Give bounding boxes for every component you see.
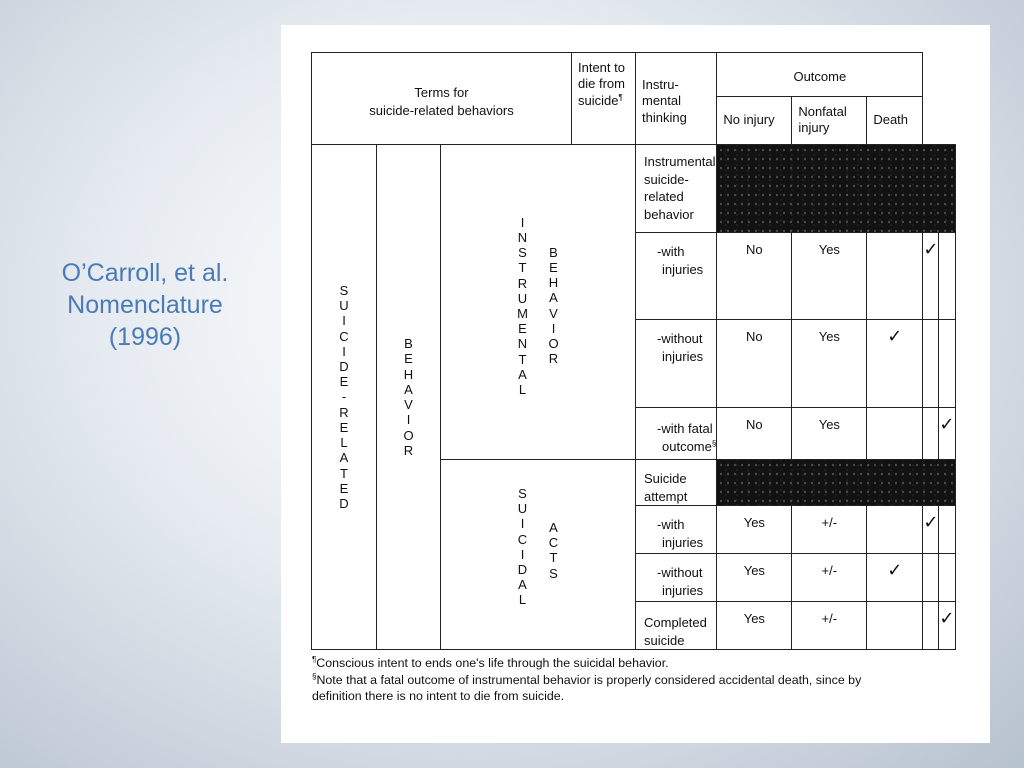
footnote-2	[312, 672, 972, 689]
acts-vertical-letter: S	[549, 565, 558, 581]
instrumental-vertical-letter: R	[517, 275, 528, 291]
suicide-related-vertical-letter: C	[339, 328, 349, 344]
row-instrumental-heading	[636, 145, 717, 233]
instrumental-vertical-letter: I	[520, 214, 525, 230]
row-instrumental-with-injuries	[636, 233, 717, 320]
slide-title-line-3: (1996)	[108, 322, 182, 351]
behavior-inner-vertical-letter: A	[549, 290, 558, 306]
header-intent	[572, 53, 636, 145]
fatal-line-2	[657, 438, 716, 456]
header-thinking-line-1: Instru-	[642, 77, 679, 92]
attempt-without-line-2: injuries	[662, 583, 704, 599]
suicide-related-vertical-letter: E	[339, 374, 349, 390]
suicide-related-vertical-letter: A	[339, 450, 349, 466]
suicide-related-vertical-letter: I	[342, 313, 346, 329]
header-intent-line-1: Intent to	[578, 60, 625, 75]
header-thinking-line-3: thinking	[642, 109, 687, 125]
behavior-inner-vertical-letter: H	[548, 275, 559, 291]
instrumental-heading-line-3: behavior	[644, 206, 694, 222]
row-attempt-with-injuries	[636, 506, 717, 554]
footnote-1	[312, 655, 972, 672]
behavior-outer-vertical-letter: E	[404, 351, 413, 367]
footnote-2-text-line-1: Note that a fatal outcome of instrumental behavior is properly considered accidental death, since by	[316, 672, 862, 687]
footnotes	[312, 655, 972, 705]
suicide-related-vertical-letter: E	[339, 480, 349, 496]
behavior-outer-vertical-letter: H	[403, 366, 414, 382]
behavior-outer-vertical-letter: I	[406, 412, 411, 428]
header-nonfatal-injury	[792, 97, 867, 145]
suicide-related-vertical-letter: I	[342, 343, 346, 359]
suicidal-vertical-letter: C	[517, 531, 528, 547]
instrumental-vertical-letter: T	[518, 260, 527, 276]
cell-thinking: +/-	[792, 602, 867, 650]
acts-vertical-letter: T	[549, 550, 558, 566]
row-instrumental-fatal	[636, 408, 717, 460]
fatal-line-2-text: outcome	[662, 439, 712, 455]
nomenclature-table	[311, 52, 956, 650]
cell-nonfatal	[923, 320, 939, 408]
header-intent-line-2: die from	[578, 76, 625, 92]
check-icon: ✓	[923, 233, 939, 320]
instrumental-vertical-letter: L	[518, 382, 527, 398]
instrumental-vertical-letter: E	[518, 321, 527, 337]
check-icon: ✓	[867, 554, 923, 602]
slide-title-line-2: Nomenclature	[67, 290, 223, 319]
header-terms-line-2: suicide-related behaviors	[369, 102, 514, 118]
blacked-out-area-instrumental	[717, 145, 955, 233]
instrumental-vertical-letter: U	[517, 290, 528, 306]
cell-intent: No	[717, 408, 792, 460]
behavior-inner-vertical-letter: B	[549, 244, 558, 260]
suicidal-vertical-letter: L	[518, 592, 527, 608]
cell-nonfatal	[923, 408, 939, 460]
footnote-1-text: Conscious intent to ends one's life through the suicidal behavior.	[316, 656, 669, 670]
acts-vertical-letter: A	[549, 520, 558, 535]
behavior-outer-vertical-letter: O	[403, 427, 414, 443]
behavior-inner-vertical	[547, 245, 560, 367]
row-completed-suicide: Completed suicide	[636, 602, 717, 650]
suicide-related-vertical-letter: T	[340, 465, 348, 481]
instrumental-vertical-letter: M	[517, 306, 528, 321]
cell-intent: Yes	[717, 554, 792, 602]
without-injuries-line-2: injuries	[662, 349, 704, 365]
instrumental-vertical-letter: S	[518, 245, 527, 261]
acts-vertical-letter: C	[548, 535, 559, 551]
suicide-related-vertical-letter: E	[339, 419, 349, 435]
behavior-outer-vertical-letter: V	[404, 397, 413, 413]
header-terms	[312, 53, 572, 145]
with-injuries-line-1: -with	[657, 244, 685, 259]
cell-intent: Yes	[717, 602, 792, 650]
row-instrumental-without-injuries	[636, 320, 717, 408]
header-thinking-line-2: mental	[642, 93, 682, 109]
fatal-line-1: -with fatal	[657, 421, 713, 436]
suicidal-vertical	[516, 486, 529, 608]
header-nonfatal-line-2: injury	[798, 120, 830, 136]
label-suicide-related	[312, 145, 377, 650]
cell-no-injury	[867, 408, 923, 460]
label-instrumental-behavior	[441, 145, 636, 460]
cell-no-injury	[867, 233, 923, 320]
instrumental-vertical	[516, 215, 529, 397]
attempt-with-line-2: injuries	[662, 535, 704, 551]
suicide-related-vertical-letter: L	[340, 435, 348, 451]
cell-no-injury	[867, 506, 923, 554]
behavior-inner-vertical-letter: I	[551, 320, 556, 336]
header-nonfatal-line-1: Nonfatal	[798, 104, 847, 119]
row-attempt-without-injuries	[636, 554, 717, 602]
header-intent-line-3	[578, 93, 635, 109]
header-terms-line-1: Terms for	[414, 84, 469, 100]
suicidal-vertical-letter: U	[517, 501, 528, 517]
instrumental-heading-line-1: Instrumental	[644, 154, 716, 169]
instrumental-vertical-letter: A	[518, 366, 527, 382]
blacked-out-area-attempt	[717, 460, 955, 506]
behavior-inner-vertical-letter: E	[549, 259, 558, 275]
acts-vertical	[547, 520, 560, 581]
label-behavior-outer	[377, 145, 441, 650]
header-outcome: Outcome	[717, 53, 923, 97]
with-injuries-line-2: injuries	[662, 262, 704, 278]
cell-death	[939, 554, 955, 602]
suicide-related-vertical-letter: -	[341, 389, 347, 405]
suicide-related-vertical-letter: D	[339, 359, 349, 375]
footnote-2-mark: §	[312, 671, 317, 681]
cell-nonfatal	[923, 602, 939, 650]
footnote-1-mark: ¶	[312, 655, 317, 664]
label-suicidal-acts	[441, 460, 636, 650]
cell-thinking: Yes	[792, 320, 867, 408]
pilcrow-mark: ¶	[618, 92, 623, 102]
cell-thinking: +/-	[792, 506, 867, 554]
suicide-related-vertical-letter: U	[339, 298, 349, 314]
check-icon: ✓	[867, 320, 923, 408]
suicide-related-vertical-letter: D	[339, 495, 349, 511]
check-icon: ✓	[923, 506, 939, 554]
section-mark: §	[711, 439, 717, 449]
header-no-injury: No injury	[717, 97, 792, 145]
check-icon: ✓	[939, 602, 955, 650]
suicidal-vertical-letter: I	[520, 516, 525, 532]
behavior-inner-vertical-letter: V	[549, 305, 558, 321]
suicide-related-vertical-letter: S	[339, 283, 349, 299]
behavior-outer-vertical-letter: B	[404, 336, 413, 352]
behavior-outer-vertical	[402, 336, 415, 458]
behavior-inner-vertical-letter: R	[548, 351, 559, 367]
behavior-outer-vertical-letter: A	[404, 381, 413, 397]
attempt-without-line-1: -without	[657, 565, 703, 581]
suicidal-vertical-letter: A	[518, 577, 527, 593]
cell-death	[939, 506, 955, 554]
cell-intent: Yes	[717, 506, 792, 554]
instrumental-vertical-letter: N	[517, 229, 528, 245]
suicidal-vertical-letter: S	[518, 486, 527, 501]
cell-thinking: Yes	[792, 233, 867, 320]
suicidal-vertical-letter: D	[517, 562, 528, 578]
without-injuries-line-1: -without	[657, 331, 703, 346]
instrumental-vertical-letter: N	[517, 336, 528, 352]
cell-no-injury	[867, 602, 923, 650]
cell-intent: No	[717, 233, 792, 320]
header-instrumental-thinking	[636, 53, 717, 145]
slide-title	[30, 258, 260, 353]
slide-title-line-1: O’Carroll, et al.	[61, 259, 229, 287]
suicide-related-vertical-letter: R	[339, 404, 349, 420]
cell-death	[939, 320, 955, 408]
header-death: Death	[867, 97, 923, 145]
instrumental-vertical-letter: T	[518, 351, 527, 367]
suicide-related-vertical	[338, 283, 351, 511]
attempt-with-line-1: -with	[657, 517, 685, 533]
header-intent-line-3-text: suicide	[578, 92, 619, 108]
behavior-inner-vertical-letter: O	[548, 336, 559, 351]
cell-thinking: +/-	[792, 554, 867, 602]
nomenclature-table-wrapper	[311, 52, 956, 650]
suicidal-vertical-letter: I	[520, 546, 525, 562]
row-suicide-attempt-heading: Suicide attempt	[636, 460, 717, 506]
scanned-document	[281, 25, 990, 743]
check-icon: ✓	[939, 408, 955, 460]
cell-thinking: Yes	[792, 408, 867, 460]
behavior-outer-vertical-letter: R	[403, 442, 414, 458]
footnote-2-continued: definition there is no intent to die from suicide.	[312, 689, 565, 704]
cell-death	[939, 233, 955, 320]
cell-nonfatal	[923, 554, 939, 602]
instrumental-heading-line-2: suicide-related	[644, 171, 689, 205]
cell-intent: No	[717, 320, 792, 408]
